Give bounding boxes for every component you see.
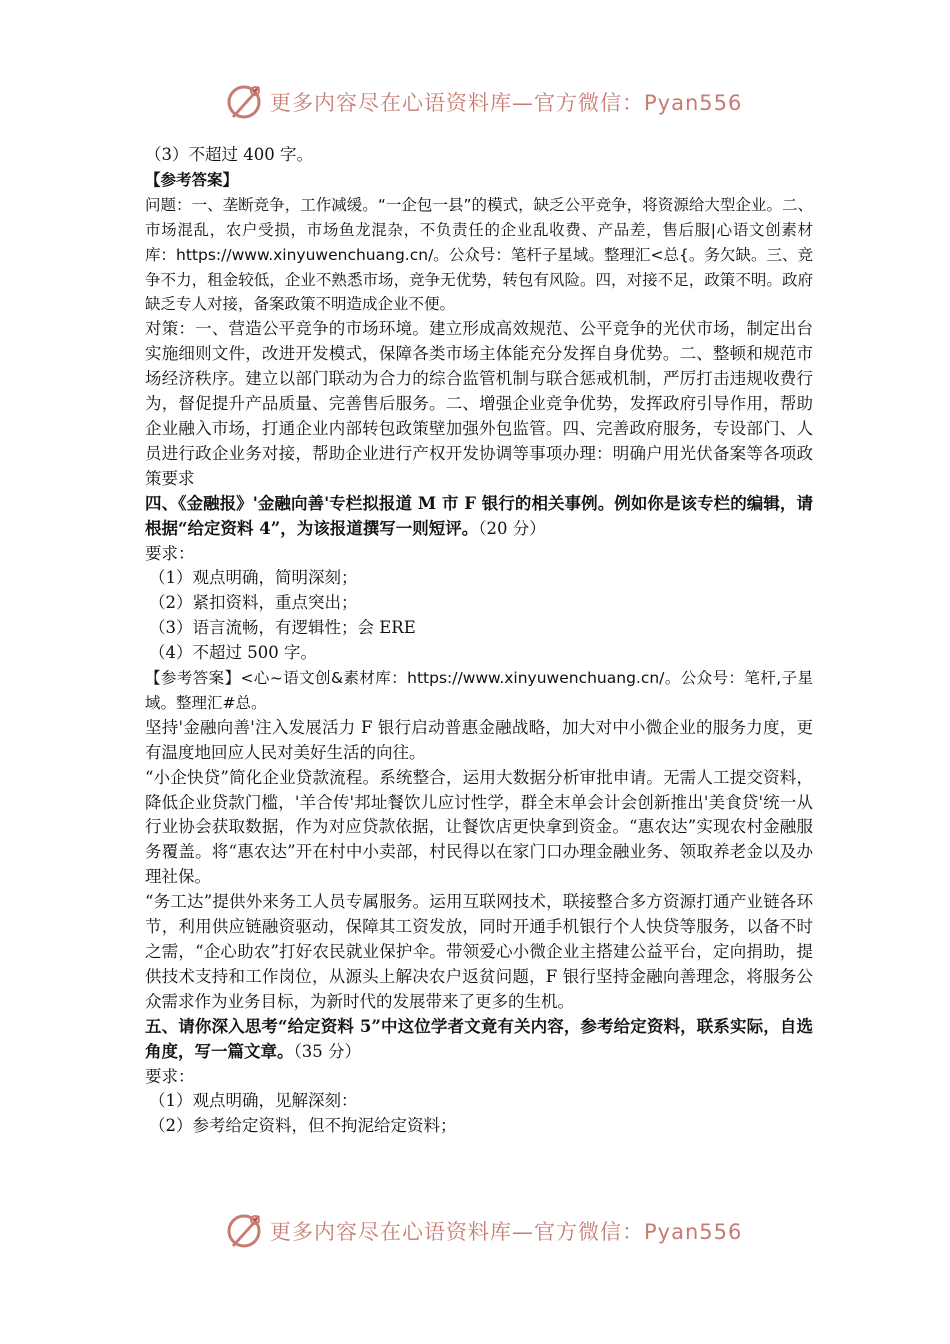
requirement-item: （1）观点明确，见解深刻：: [149, 1091, 358, 1111]
answer-measures: 对策：一、营造公平竞争的市场环境。建立形成高效规范、公平竞争的光伏市场，制定出台实施细则文件，改进开发模式，保障各类市场主体能充分发挥自身优势。二、整顿和规范市场经济秩序。建立以部门联动为合力的综合监管机制与联合惩戒机制，严厉打击违规收费行为，督促提升产品质量、完善售后服务。二、增强企业竞争优势，发挥政府引导作用，帮助企业融入市场，打通企业内部转包政策壁加强外包监管。四、完善政府服务，专设部门、人员进行政企业务对接，帮助企业进行产权开发协调等事项办理：明确户用光伏备案等各项政策要求: [145, 319, 813, 488]
question-4: [145, 492, 813, 542]
requirement-item: （3）语言流畅，有逻辑性；会 ERE: [149, 618, 416, 638]
answer-4-paragraph-2: “小企快贷”简化企业贷款流程。系统整合，运用大数据分析审批申请。无需人工提交资料，降低企业贷款门槛，'羊合传'邦址餐饮儿应讨性学，群全末单会计会创新推出'美食贷'统一从行业协会获取数据，作为对应贷款依据，让餐饮店更快拿到资金。“惠农达”实现农村金融服务覆盖。将“惠农达”开在村中小卖部，村民得以在家门口办理金融业务、领取养老金以及办理社保。: [145, 767, 813, 887]
requirement-item: （2）参考给定资料，但不拘泥给定资料；: [149, 1116, 457, 1136]
question-5-text: 五、请你深入思考“给定资料 5”中这位学者文竟有关内容，参考给定资料，联系实际，自选角度，写一篇文章。: [145, 1016, 813, 1061]
brush-logo-icon: [224, 1211, 264, 1251]
question-5-score: （35 分）: [293, 1041, 361, 1061]
requirement-item: （1）观点明确，简明深刻；: [149, 568, 358, 588]
limit-line: （3）不超过 400 字。: [145, 145, 313, 164]
requirement-item: （2）紧扣资料，重点突出；: [149, 593, 358, 613]
question-4-score: （20 分）: [478, 518, 546, 538]
header-banner: [224, 82, 744, 122]
document-body: [145, 143, 813, 1139]
answer-problems: 问题：一、垄断竞争，工作减缓。“一企包一县”的模式，缺乏公平竞争，将资源给大型企业。二、市场混乱，农户受损，市场鱼龙混杂，不负责任的企业乱收费、产品差，售后服|心语文创素材库：https://www.xinyuwenchuang.cn/。公众号：笔杆子星域。整理汇<总{。务欠缺。三、竞争不力，租金较低，企业不熟悉市场，竞争无优势，转包有风险。四，对接不足，政策不明。政府缺乏专人对接，备案政策不明造成企业不便。: [145, 195, 813, 314]
question-4-text: 四、《金融报》'金融向善'专栏拟报道 M 市 F 银行的相关事例。例如你是该专栏的编辑，请根据“给定资料 4”，为该报道撰写一则短评。: [145, 493, 813, 538]
banner-text: 更多内容尽在心语资料库—官方微信：Pyan556: [270, 91, 743, 115]
requirements-label: 要求：: [145, 1066, 195, 1086]
answer-4-paragraph-1: 坚持'金融向善'注入发展活力 F 银行启动普惠金融战略，加大对中小微企业的服务力度，更有温度地回应人民对美好生活的向往。: [145, 717, 813, 762]
question-5: [145, 1015, 813, 1065]
requirement-item: （4）不超过 500 字。: [149, 643, 317, 663]
answer-4-heading: 【参考答案】<心~语文创&素材库：https://www.xinyuwenchuang.cn/。公众号：笔杆,子星域。整理汇#总。: [145, 669, 813, 712]
answer-4-paragraph-3: “务工达”提供外来务工人员专属服务。运用互联网技术，联接整合多方资源打通产业链各环节，利用供应链融资驱动，保障其工资发放，同时开通手机银行个人快贷等服务，以备不时之需，“企心助农”打好农民就业保护伞。带领爱心小微企业主搭建公益平台，定向捐助，提供技术支持和工作岗位，从源头上解决农户返贫问题，F 银行坚持金融向善理念，将服务公众需求作为业务目标，为新时代的发展带来了更多的生机。: [145, 892, 813, 1011]
brush-logo-icon: [224, 82, 264, 122]
answer-heading: 【参考答案】: [145, 170, 239, 189]
requirements-label: 要求：: [145, 543, 195, 563]
footer-banner: [224, 1211, 744, 1251]
banner-text: 更多内容尽在心语资料库—官方微信：Pyan556: [270, 1220, 743, 1244]
